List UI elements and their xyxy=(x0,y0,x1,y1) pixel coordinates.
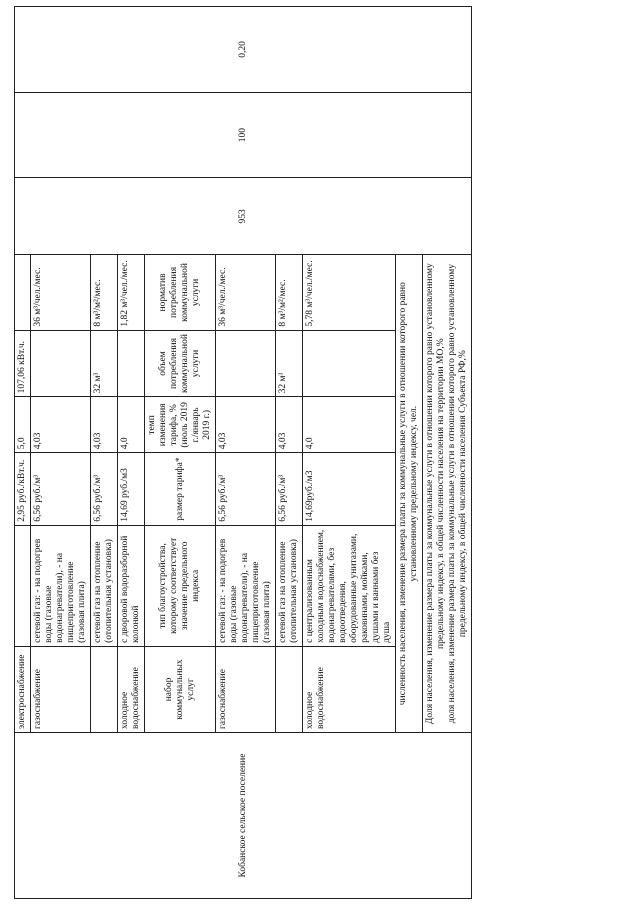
share-region-cell: 0,20 xyxy=(15,7,472,93)
volume-cell: 107,06 кВт.ч. xyxy=(15,330,31,397)
header-volume: объем потребления коммунальной услуги xyxy=(145,330,216,397)
header-service: набор коммунальных услуг xyxy=(145,646,216,732)
volume-cell xyxy=(303,330,396,397)
volume-cell: 32 м³ xyxy=(276,330,303,397)
header-shares xyxy=(423,255,472,733)
type-cell: сетевой газ на отопление (отопительная установка) xyxy=(91,525,118,646)
norm-cell: 8 м³/м²/мес. xyxy=(276,255,303,330)
tariff-cell: 6,56 руб./м³ xyxy=(31,453,91,525)
volume-cell xyxy=(216,330,276,397)
type-cell: сетевой газ: - на подогрев воды (газовые водонагреватели), - на пищеприготовление (газовая плита) xyxy=(31,525,91,646)
header-type: тип благоустройства, которому соответствует значение предельного индекса xyxy=(145,525,216,646)
tariff-cell: 6,56 руб./м³ xyxy=(276,453,303,525)
type-cell xyxy=(15,525,31,646)
service-cell: холодное водоснабжение xyxy=(303,646,396,732)
change-cell: 4,03 xyxy=(216,397,276,453)
change-cell: 4,0 xyxy=(118,397,145,453)
tariff-cell: 6,56 руб./м³ xyxy=(216,453,276,525)
type-cell: сетевой газ на отопление (отопительная установка) xyxy=(276,525,303,646)
volume-cell xyxy=(118,330,145,397)
tariff-cell: 14,69 руб./м3 xyxy=(118,453,145,525)
type-cell: с централизованным холодным водоснабжением, водонагревателями, без водоотведения, оборудованные унитазами, раковинами, мойками, душами и ваннами без душа xyxy=(303,525,396,646)
norm-cell: 36 м³/чел./мес. xyxy=(216,255,276,330)
tariff-cell: 14,69руб./м3 xyxy=(303,453,396,525)
volume-cell xyxy=(31,330,91,397)
norm-cell: 1,82 м³/чел./мес. xyxy=(118,255,145,330)
change-cell: 4,03 xyxy=(276,397,303,453)
header-tariff: размер тарифа* xyxy=(145,453,216,525)
header-population: численность населения, изменение размера платы за коммунальные услуги в отношении которого равно установленному предельному индексу, чел. xyxy=(398,282,419,706)
header-norm: норматив потребления коммунальной услуги xyxy=(145,255,216,330)
type-cell: сетевой газ: - на подогрев воды (газовые водонагреватели), - на пищеприготовление (газовая плита) xyxy=(216,525,276,646)
type-cell: с дворовой водоразборной колонкой xyxy=(118,525,145,646)
settlement-cell xyxy=(15,733,472,899)
header-share-mo: Доля населения, изменение размера платы за коммунальные услуги в отношении которого равно установленному предельному индексу, в общей численности населения на территории МО,% xyxy=(425,263,446,725)
change-cell: 4,03 xyxy=(31,397,91,453)
service-cell: холодное водоснабжение xyxy=(118,646,145,732)
service-cell: газоснабжение xyxy=(216,646,276,732)
tariff-cell: 2,95 руб./кВт.ч. xyxy=(15,453,31,525)
change-cell: 4,0 xyxy=(303,397,396,453)
norm-cell: 8 м³/м²/мес. xyxy=(91,255,118,330)
tariff-table xyxy=(14,6,472,899)
share-mo-cell: 100 xyxy=(15,92,472,177)
change-cell: 4,03 xyxy=(91,397,118,453)
change-cell: 5,0 xyxy=(15,397,31,453)
service-cell: электроснабжение xyxy=(15,646,31,732)
service-cell xyxy=(276,646,303,732)
header-summary xyxy=(396,255,423,733)
header-change: темп изменения тарифа, % (июль 2019 г./январь 2019 г.) xyxy=(145,397,216,453)
settlement-name: Кобанское сельское поселение xyxy=(237,753,248,878)
norm-cell: 36 м³/чел./мес. xyxy=(31,255,91,330)
service-cell: газоснабжение xyxy=(31,646,91,732)
header-share-region: доля населения, изменение размера платы за коммунальные услуги в отношении которого равно установленному предельному индексу, в общей численности населения Субъекта РФ,% xyxy=(447,264,468,724)
volume-cell: 32 м³ xyxy=(91,330,118,397)
norm-cell: 5,78 м³/чел./мес. xyxy=(303,255,396,330)
norm-cell xyxy=(15,255,31,330)
tariff-cell: 6,56 руб./м³ xyxy=(91,453,118,525)
service-cell xyxy=(91,646,118,732)
population-cell: 953 xyxy=(15,178,472,255)
